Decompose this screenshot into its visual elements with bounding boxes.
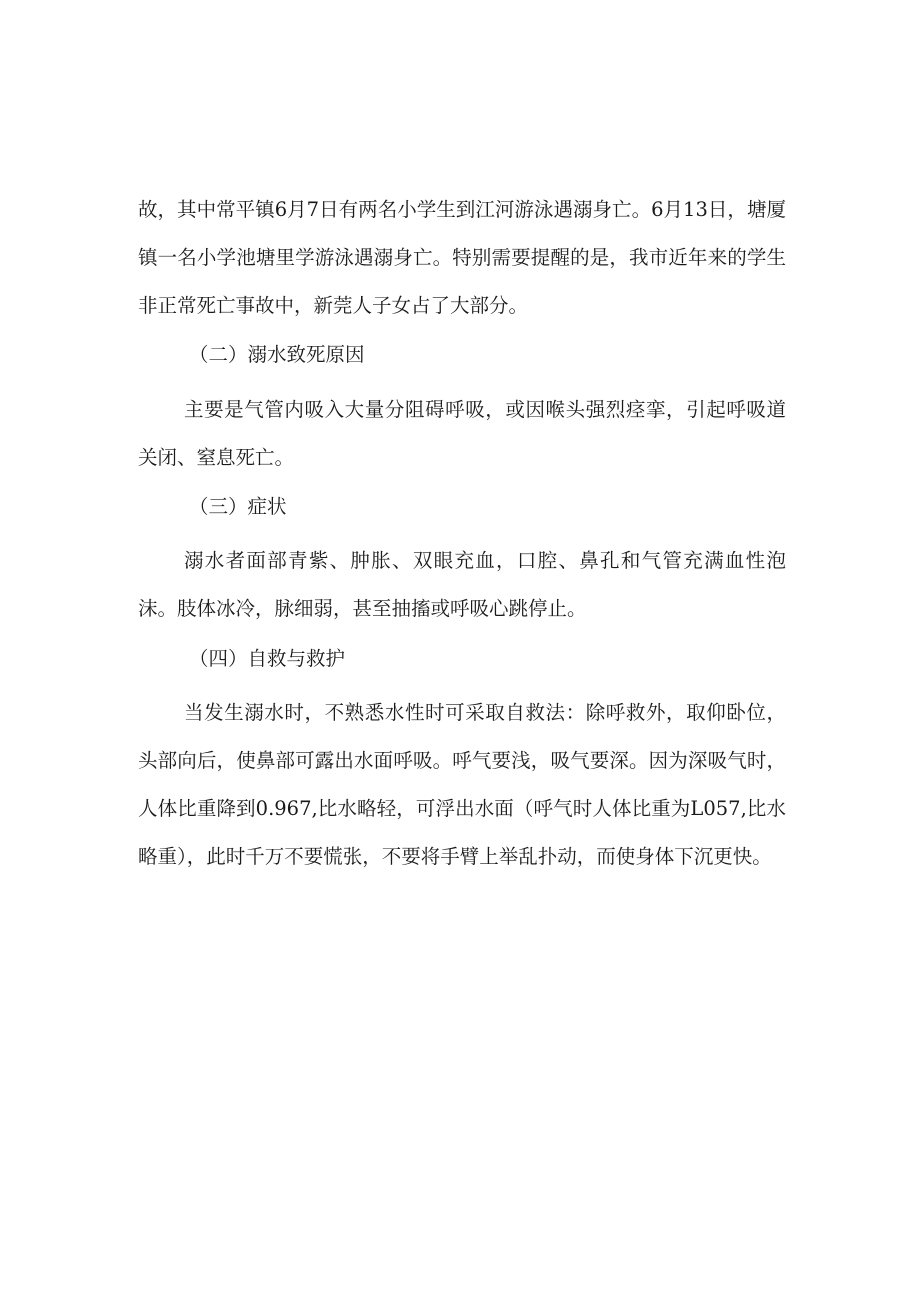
paragraph-drowning-cause: 主要是气管内吸入大量分阻碍呼吸，或因喉头强烈痉挛，引起呼吸道关闭、窒息死亡。 (138, 398, 786, 469)
paragraph-symptoms: 溺水者面部青紫、肿胀、双眼充血，口腔、鼻孔和气管充满血性泡沫。肢体冰冷，脉细弱，甚至抽搐或呼吸心跳停止。 (138, 549, 786, 620)
section-heading-drowning-cause: （二）溺水致死原因 (189, 343, 365, 366)
section-heading-self-rescue: （四）自救与救护 (189, 647, 346, 670)
paragraph-accident-cases: 故，其中常平镇6月7日有两名小学生到江河游泳遇溺身亡。6月13日，塘厦镇一名小学池塘里学游泳遇溺身亡。特别需要提醒的是，我市近年来的学生非正常死亡事故中，新莞人子女占了大部分。 (138, 198, 786, 317)
section-heading-symptoms: （三）症状 (189, 495, 287, 518)
paragraph-self-rescue: 当发生溺水时，不熟悉水性时可采取自救法：除呼救外，取仰卧位，头部向后，使鼻部可露出水面呼吸。呼气要浅，吸气要深。因为深吸气时，人体比重降到0.967,比水略轻，可浮出水面（呼气时人体比重为L057,比水略重），此时千万不要慌张，不要将手臂上举乱扑动，而使身体下沉更快。 (138, 701, 786, 868)
